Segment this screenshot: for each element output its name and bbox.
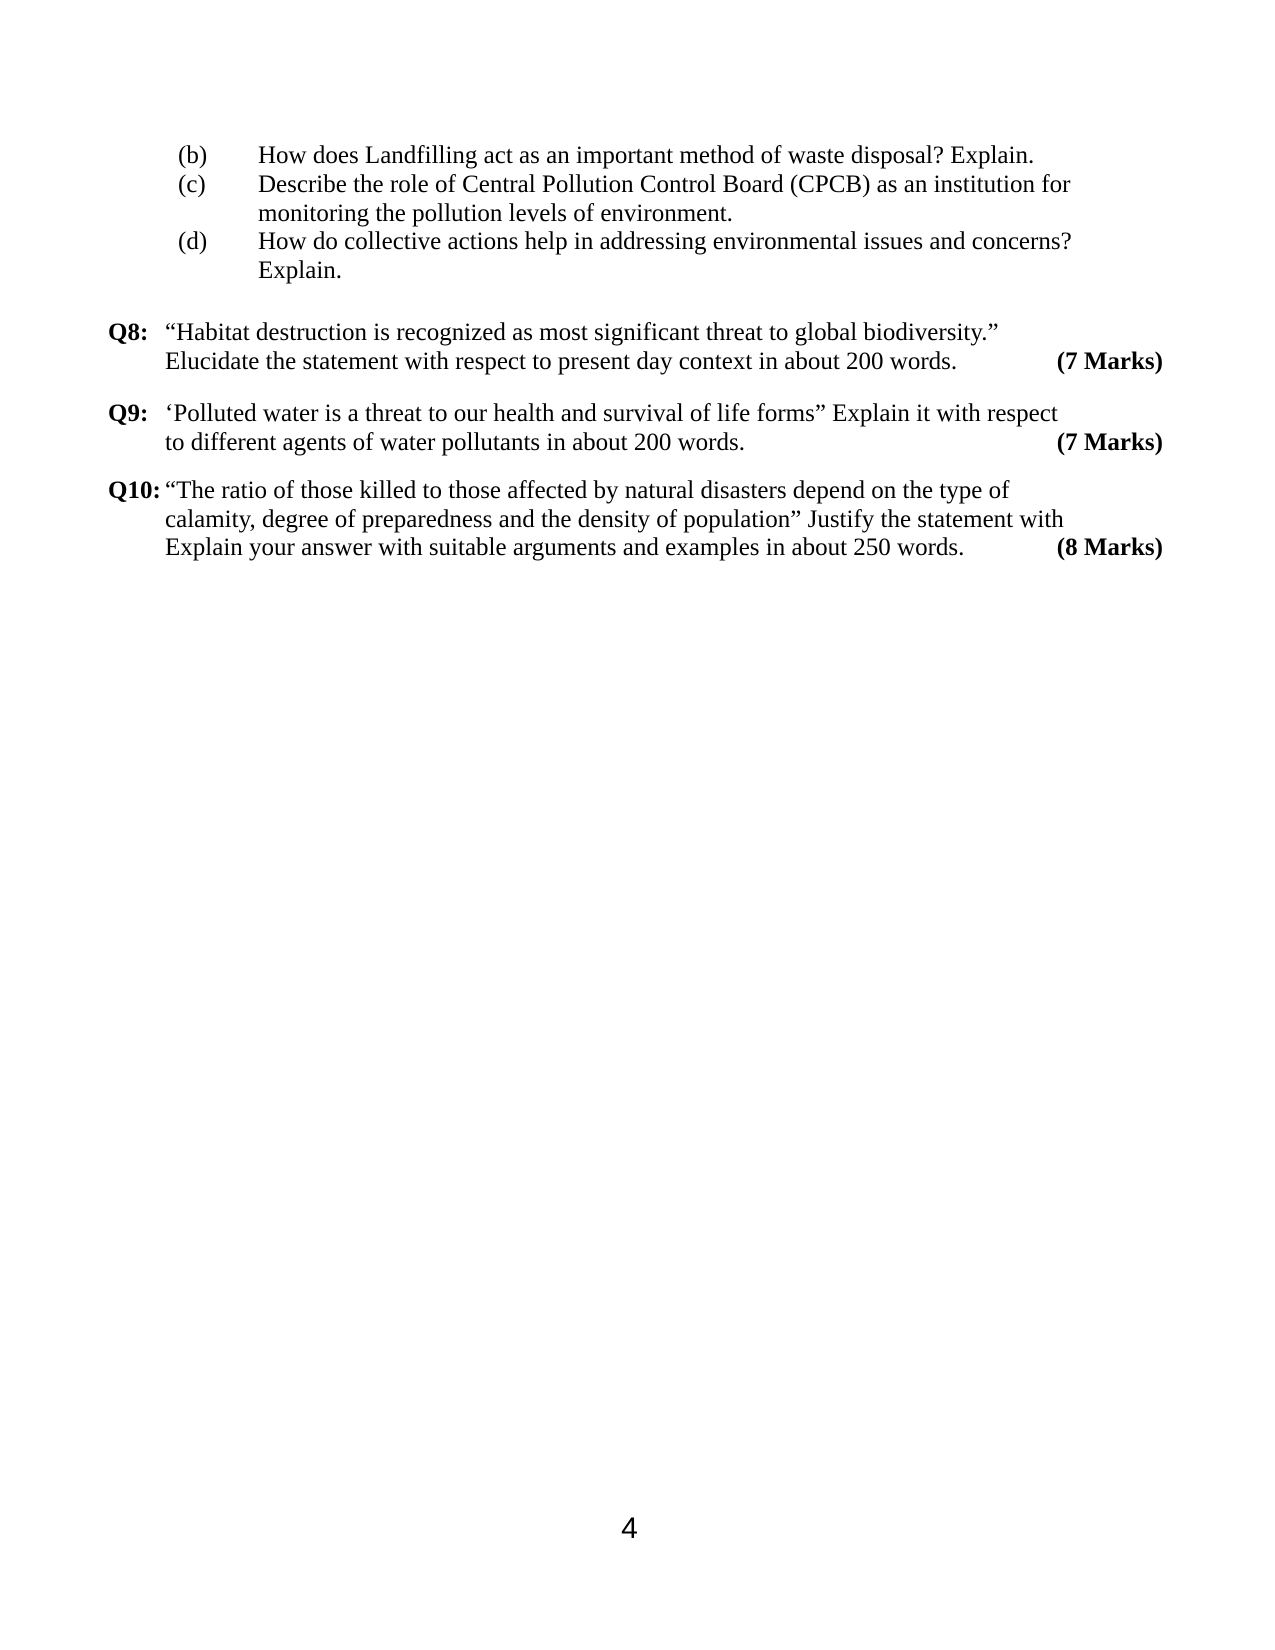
sub-question-d (178, 228, 1275, 286)
question-label: Q10: (108, 476, 161, 504)
text-line: How does Landfilling act as an important method of waste disposal? Explain. (258, 142, 1035, 169)
question-body (165, 400, 1163, 458)
sub-question-b (178, 142, 1275, 171)
marks-label: (7 Marks) (1056, 429, 1163, 456)
text-line: Explain. (258, 257, 343, 284)
text-line: “Habitat destruction is recognized as most significant threat to global biodiversity.” (165, 318, 999, 346)
text-line (165, 348, 1163, 377)
text-line: “The ratio of those killed to those affected by natural disasters depend on the type of (165, 476, 1010, 504)
text-line: ‘Polluted water is a threat to our health and survival of life forms” Explain it with respect (165, 400, 1058, 428)
text-line (165, 534, 1163, 563)
sub-question-c (178, 171, 1275, 229)
marks-label: (8 Marks) (1056, 534, 1163, 562)
sub-question-list (0, 142, 1275, 286)
question-body (165, 477, 1163, 563)
question-q10 (108, 477, 1275, 563)
question-text: to different agents of water pollutants in about 200 words. (165, 429, 745, 456)
question-q9 (108, 400, 1275, 458)
question-q8 (108, 319, 1275, 377)
text-line (165, 429, 1163, 458)
text-line: calamity, degree of preparedness and the density of population” Justify the statement with (165, 505, 1064, 533)
text-line: monitoring the pollution levels of environment. (258, 199, 733, 227)
sub-question-label: (c) (178, 170, 206, 198)
marks-label: (7 Marks) (1056, 347, 1163, 375)
sub-question-label: (b) (178, 142, 208, 169)
text-line: How do collective actions help in addressing environmental issues and concerns? (258, 228, 1072, 256)
question-body (165, 319, 1163, 377)
question-label: Q9: (108, 400, 149, 428)
page-content (0, 142, 1275, 563)
sub-question-text (258, 228, 1163, 286)
sub-question-text (258, 171, 1163, 229)
question-text: Explain your answer with suitable arguments and examples in about 250 words. (165, 534, 965, 562)
text-line: Describe the role of Central Pollution Control Board (CPCB) as an institution for (258, 170, 1071, 198)
sub-question-text (258, 142, 1163, 171)
question-text: Elucidate the statement with respect to present day context in about 200 words. (165, 347, 958, 375)
question-label: Q8: (108, 318, 149, 346)
page-number: 4 (621, 1512, 638, 1545)
sub-question-label: (d) (178, 228, 208, 256)
